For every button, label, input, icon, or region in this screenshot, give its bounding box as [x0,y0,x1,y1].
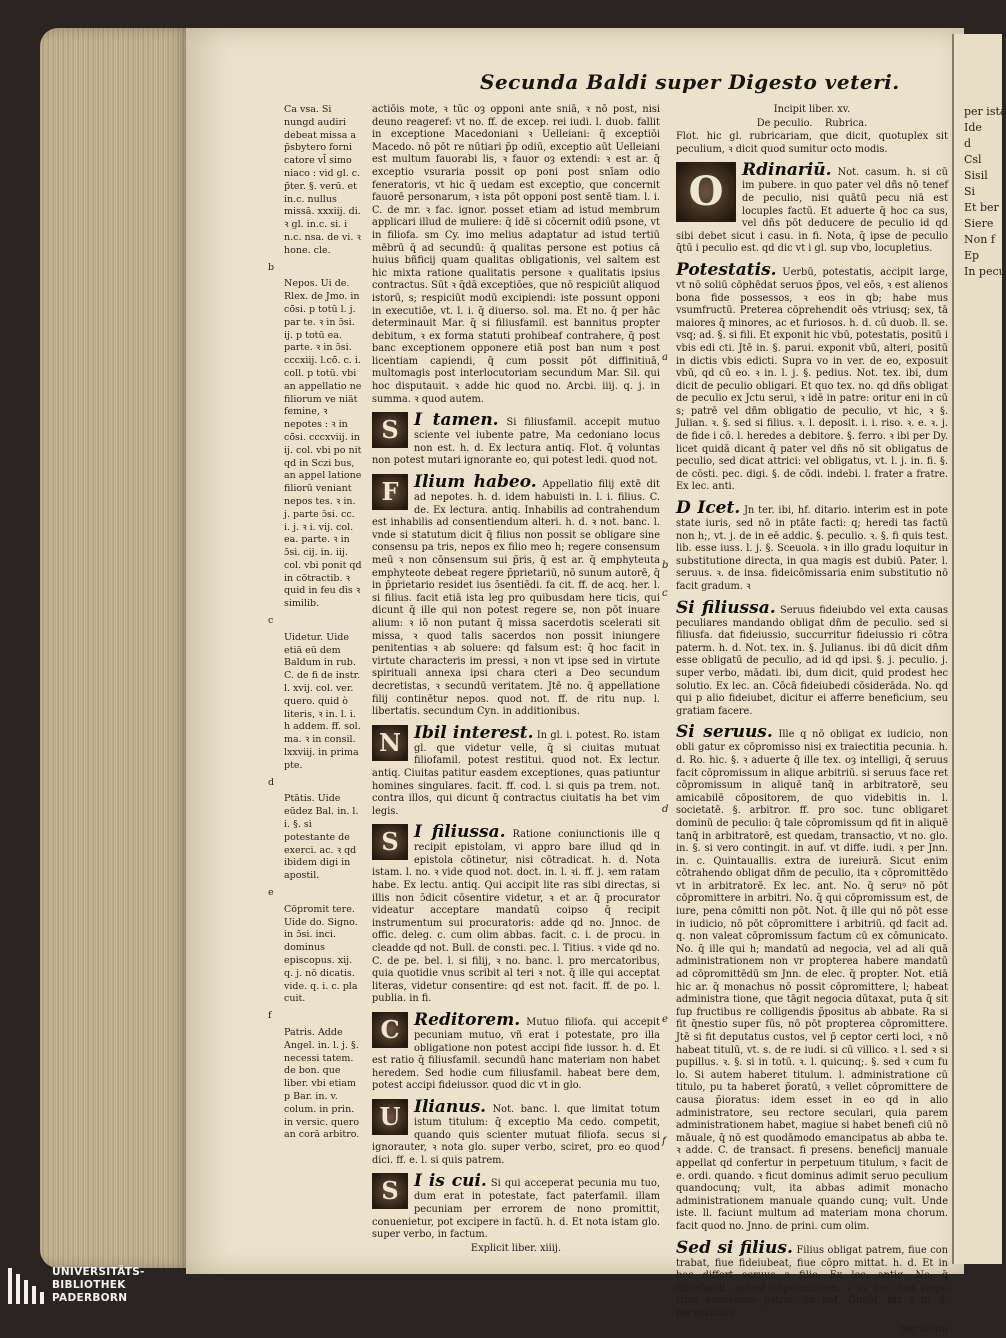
next-page-fragments: per ista Ide d Csl Sisil Si Et ber Siere Non f Ep In pecu [964,105,1006,278]
margin-note: Ca vsa. Si nungd audiri debeat missa a p̄sbytero forni catore vl̄ simo niaco : vid gl. c. p̄ter. §. verū. et in.c. nullus missā. xxxiij. di. ꝛ gl. in.c. si. i n.c. nsa. de vi. ꝛ hone. cle. [284,104,361,256]
library-name: UNIVERSITÄTS- BIBLIOTHEK PADERBORN [52,1266,145,1304]
margin-letter: f [662,1136,666,1147]
section-heading: De peculio. Rubrica. [756,117,868,129]
commentary-section [372,822,660,1006]
commentary-section [372,410,660,468]
column-left-intro: actiōis mote, ꝛ tūc oȝ opponi ante sniā, ꝛ nō post, nisi deuno reageref: vt no. ff. de excep. rei iudi. l. duob. fallit in exceptione Macedoniani ꝛ Uelleiani: q̄ exceptiōi Macedo. nō pōt re nūtiari p̄p odiū, exceptio aūt Uelleiani est multum fauorabi lis, ꝛ fauor oȝ extendi: ꝛ est ar. q̄ exceptio vsuraria possit op poni post snīam odio feneratoris, vt hic q̄ uedam est exceptio, que concernit fauorē personarum, ꝛ ista pōt opponi post sentē tiam. l. i. C. de mr. ꝛ fac. ignor. posset etiam ad istud membrum applicari illud de muliere: q̄ idē si cōcernit odiū psone, vt in filiofa. sm Cy. imo melius adaptatur ad istud tertiū mēbrū q̄ ad secundū: q̄ qualitas persone est potius cā huius bñficij quam qualitas obligationis, vel saltem est hic mixta ratione qualitatis persone ꝛ qualitatis ipsius contractus. Sūt ꝛ q̄dā exceptiōes, que nō respiciūt aliquod istorū, s; respiciūt modū excipiendi: iste possunt opponi in executiōe, vt. l. i. q̄ diuerso. sol. ma. Et no. q̄ per hāc determinauit Mar. q̄ si filiusfamil. est bannitus propter debitum, ꝛ ex forma statuti prohibeaf contrahere, q̄ post banc exceptionem opponere etiā post ban num ꝛ post licentiam capiendi, q̄ cum possit pōt diffinitiuā, multomagis post interlocutoriam secundum Mar. Sil. qui hoc disputauit. ꝛ adde hic quod no. Arcbi. iiij. q. j. in summa. ꝛ quod autem. [372,104,660,405]
library-mark-icon [8,1268,44,1304]
margin-letter: c [662,588,668,599]
column-right [676,104,948,1338]
explicit-line: Explicit liber. xiiij. [470,1242,562,1254]
rubric-note: Flot. hic gl. rubricariam, que dicit, quotuplex sit peculium, ꝛ dicit quod sumitur octo modis. [676,131,948,155]
margin-note: Uidetur. Uide etiā eū dem Baldum in rub. C. de fi de instr. l. xvij. col. ver. quero. quid ò literis, ꝛ in. l. i. h addem. ff. sol. ma. ꝛ in consil. lxxviij. in prima pte. [284,631,361,771]
margin-letter: d [662,804,669,815]
commentary-section [372,1010,660,1093]
section-text: Uerbū, potestatis, accipit large, vt nō soliū cōphēdat seruos p̄pos, vel eōs, ꝛ est alienos bona fide possessos, ꝛ eos in qb; habe mus vsumfructū. Preterea cōprehendit oēs vtriusq; sex, tā maiores q̄ minores, ac et furiosos. h. d. cū duob. ll. se. vsq; ad. §. si fili. Et exponit hic vbū, potestatis, positū i vbis edi cti. Jtē in. §. parui. exponit vbū, alteri, positū in dictis vbis edicti. Supra vo in ver. de eo, exposuit vbū, qd cū eo. ꝛ in. l. j. §. pedius. Not. tex. ibi, dum dicit de peculio obligari. Et quo tex. no. qd dñs obligat de peculio ex Jctu serui, ꝛ idē in patre: oritur eni in cū s; patrē vel dñm obligatio de peculio, vt hic, ꝛ §. Julian. ꝛ. §. sed si filius. ꝛ. l. deposit. i. i. riso. ꝛ. e. ꝛ. j. de fide i cō. l. heredes a debitore. §. ferro. ꝛ ibi per Dy. licet quidā dicant q̄ pater vel dñs nō sit obligatus de peculio, sed dicat attrici: vel obligatus, vt. l. j. in. fi. §. de cōsti. pec. digi. §. de cōdi. indebi. l. frater a fratre. Ex lec. anti. [676,266,948,493]
section-text: Ille q nō obligat ex iudicio, non obli gatur ex cōpromisso nisi ex traiectitia pecunia. h. d. Ro. hic. §. ꝛ aduerte q̄ ille tex. oȝ intelligi, q̄ seruus facit cōpromissum in alique arbitriū. si seruus face ret cōpromissum in aliquē tanq̄ in arbitratorē, seu amicabilē cōpositorem, de quo videbitis in. l. societatē. §. arbitror. ff. pro soc. tunc obligaret dominū de peculio: q̄ tale cōpromissum qd fit in aliquē tanq̄ in arbitratorē, est quedam, transactio, vt no. glo. in. §. si vero contingit. in auf. vt diffe. iudi. ꝛ per Jnn. in. c. Quintauallis. extra de iureiurā. Sicut enim cōtrahendo obligat dñm de peculio, ita ꝛ cōpromittēdo vt in arbitratorē. Ex lec. ant. No. q̄ seruꝰ nō pōt cōpromittere in arbitri. No. q̄ qui cōpromissum est, de iure, pena cōmitti non pōt. Not. q̄ ille qui nō pōt esse in iudicio, nō pōt cōpromittere i arbitriū. qd facit ad. q. non valeat cōpromissum factum cū ex cōmunicato. No. q̄ ille qui h; mandatū ad negocia, vel ad ali quā administrationem non vr propterea habere mandatū ad cōpromittēdū sm Jnn. de elec. q̄ propter. Not. etiā hic ar. q̄ monachus nō possit cōpromittere, l; habeat administra tione, que tāgit negocia dūtaxat, puta q̄ sit fup fructibus re colligendis p̄positus ab abbate. Ra si fit q̄nestio super fūs, nō pōt propterea cōpromittere. Jtē si fit deputatus custos, vel p̄ ceptor certi loci, ꝛ nō habeat titulū, vt. s. de re iudi. si cū villico. ꝛ l. sed ꝛ si pupillus. ꝛ. §. si in totū. ꝛ. l. quicunq;. §. sed ꝛ cum fu lo. Si autem haberet titulum. l. administratione cū titulo, pu ta haberet p̄oratū, ꝛ vellet cōpromittere de causa p̄ioratus: idem esset in eo qd in alio administratore, seu rectore seculari, quia parem administrationem habet, magiue si habet benefi ciū nō māuale, q̄ nō est quodāmodo emancipatus ab abba te. ꝛ adde. C. de transact. fi presens. beneficij manuale appellat qd confertur in perpetuum titulum, ꝛ facit de e. ordi. quando. ꝛ ficut dominus adimit seruo peculium quandocunq; vult, ita abbas adimit monacho administrationem manuale quando cunq; vult. Unde iste. ll. faciunt multum ad materiam mona chorum. facit quod no. Jnno. de prini. cum olim. [676,729,948,1232]
margin-notes [268,104,362,1142]
margin-note: b [268,261,275,273]
commentary-section [372,1097,660,1167]
margin-note: Nepos. Ui de. Rlex. de Jmo. in cō̄si. p totū l. j. par te. ꝛ in ɔ̄si. ij. p totū ea. parte. ꝛ in ɔ̄si. cccxiij. l.cō̄. c. i. coll. p totū. vbi an appellatio ne filiorum ve niāt femine, ꝛ nepotes : ꝛ in cō̄si. cccxviij. in ij. col. vbi po nit qd in Sczi bus, an appel latione filiorū veniant nepos tes. ꝛ in. j. parte ɔ̄si. cc. i. j. ꝛ i. vij. col. ea. parte. ꝛ in ɔ̄si. cij. in. iij. col. vbi ponit qd in cōtractib. ꝛ quid in feu dis ꝛ similib. [284,278,362,610]
lemma: Potestatis. [676,259,777,280]
margin-letter: a [662,352,668,363]
lemma: Reditorem. [414,1010,521,1030]
margin-note: e [268,887,274,899]
commentary-section [372,472,660,719]
lemma: D Icet. [676,498,741,519]
decorated-initial: S [372,824,408,860]
lemma: Ibil interest. [414,722,534,743]
library-logo [8,1264,188,1308]
lemma: Rdinariū. [742,160,832,181]
section-text: Appellatio filij extē dit ad nepotes. h. d. idem habuisti in. l. i. filius. C. de. Ex lectura. antiq. Inhabilis ad contrahendum est inhabilis ad consentiendum alteri. h. d. ꝛ not. banc. l. vnde si statutum dicit q̄ filius non possit se obligare sine consensu pa tris, nepos ex filio meo h; regere consensum meū ꝛ non cōnsensum sui p̄ris, q̄ est ar. q̄ emphyteuta emphyteote debeat regere p̄prietariū, nō sunum autorē, q̄ in p̄prietario residet ius ɔ̄sentiēdi. fa cit. ff. de acq. her. l. si filius. facit etiā ista leg pro quibusdam here ticis, qui dicunt q̄ ille qui non potest regere se, non pōt inuare alium: ꝛ iō non putant q̄ missa sacerdotis scelerati sit missa, ꝛ quod talis sacerdos non possit iniungere penitentias ꝛ ab soluere: qd falsum est: q̄ hoc facit in virtute characteris im pressi, ꝛ non vt ipse sed in virtute spirituali annexa ipsi chara cteri a Deo secundum decretistas, ꝛ secundū veritatem. Jtē no. q̄ appellatione filij continētur nepos. quod not. ff. de ritu nup. l. libertatis. secundum Cyn. in additionibus. [372,479,660,718]
lemma: I is cui. [414,1171,487,1192]
lemma: I filiussa. [414,822,506,843]
section-text: Filius obligat patrem, fiue con trabat, fiue fideiubeat, fiue cōpro mittat. h. d. Et in boc differt seruus a filio. Ex lec. antiq. No. q̄ filiusfamil. potest cōpromittere, ꝛ in boc non requi ritur consensus patris, ita not. Guliel. bic ꝛ in. §. necessitatis. [676,1244,948,1319]
section-text: In gl. i. potest. Ro. istam gl. que videtur velle, q̄ si ciuitas mutuat filiofamil. potest restitui. quod not. Ex lectur. antiq. Ciuitas patitur easdem exceptiones, quas patiuntur homines singulares. facit. ff. cod. l. si quis pa trem. not. contra illos, qui dicunt q̄ contractus ciuitatis ha bet vim legis. [372,729,660,817]
commentary-section [676,1324,948,1337]
lemma: Sed si filius. [676,1237,793,1258]
lemma: I tamen. [414,410,499,431]
margin-letter: b [662,560,669,571]
margin-note: Patris. Adde Angel. in. l. j. §. necessi tatem. de bon. que liber. vbi etiam p Bar. in. v. colum. in prin. in versic. quero an corā arbitro. [284,1026,360,1141]
section-text: Jn ter. ibi, hf. ditario. interim est in pote state iuris, sed nō in ptāte facti: q; heredi tas factū non h;, vt. j. de in eē addic. §. peculio. ꝛ. §. fi quis test. lib. esse iuss. l. j. §. Sceuola. ꝛ in illo gradu loquitur in substitutione directa, in qua magis est dubiū. Pater. l. seruus. ꝛ. de insa. fideicōmissaria enim substitutio nō facit gradum. ꝛ [676,505,948,592]
section-text: Seruus fideiubdo vel exta causas peculiares mandando obligat dñm de peculio. sed si filiusfa. dat fideiussio, succurritur fideiussio ri cōtra paterm. h. d. Not. tex. in. §. Julianus. ibi dū dicit dñm esse obligatū de peculio, ad id qd ipsi. §. j. peculio. j. super verbo, mādati. ibi, dum dicit, quid prodest hec solutio. Ex lec. an. Cōcā fideiubedi cōsiderāda. No. qd qui p alio fideiubet, dicitur ei afferre beneficium, seu gratiam facere. [676,604,948,717]
column-left [372,104,660,1256]
commentary-section [372,1171,660,1241]
section-text: Not. banc. l. que limitat totum istum titulum: q̄ exceptio Ma cedo. competit, quando quis scienter mutuat filiofa. secus si ignorauter, ꝛ nota glo. super verbo, sciret, pro eo quod dici. ff. e. l. si quis patrem. [372,1103,660,1166]
margin-note: f [268,1010,272,1022]
decorated-initial: F [372,474,408,510]
running-head: Secunda Baldi super Digesto veteri. [480,70,900,94]
book-edge [40,28,188,1268]
decorated-initial: S [372,412,408,448]
margin-note: c [268,615,274,627]
commentary-section [372,723,660,819]
commentary-section [676,598,948,719]
margin-letter: e [662,1014,668,1025]
section-text: Si filiusfamil. accepit mutuo sciente vel iubente patre, Ma cedoniano locus non est. h. d. Ex lectura antiq. Flot. q̄ voluntas non potest mutari ignorante eo, qui potest ledi. quod not. [372,417,660,467]
incipit-line: Incipit liber. xv. [773,104,851,115]
next-page-edge [952,34,1006,1264]
decorated-initial: C [372,1012,408,1048]
margin-note: Ptātis. Uide eūdez Bal. in. l. i. §. si potestante de exerci. ac. ꝛ qd ibidem digi in apostil. [284,793,359,882]
lemma: Ilianus. [414,1096,487,1117]
lemma: Si seruus. [676,722,773,743]
section-text: Not. casum. h. si cū im pubere. in quo pater vel dñs nō tenef de peculio, nisi quātū pecu niā est locuples factū. Et aduerte q̄ hoc ca sus, vel dñs pōt deducere de peculio id qd sibi debet sicut i casu. in fi. Nota, q̄ ipse de peculio q̄tū i peculio est. qd dic vt i gl. sup vbo, locupletius. [676,167,948,255]
section-text: per istum [900,1324,948,1336]
commentary-section [676,722,948,1233]
commentary-section [676,260,948,494]
section-text: Ratione coniunctionis ille q recipit epistolam, vi appro bare illud qd in epistola cōtinetur, nisi cōtradicat. h. d. Nota istam. l. no. ꝛ vide quod not. doct. in. l. ꝛi. ff. j. ꝛem ratam habe. Ex lectu. antiq. Qui accipit lite ras sibi directas, si illis non ɔ̄dicit cōsentire videtur, ꝛ et ar. q̄ procurator videatur acceptare mandatū coipso q̄ recipit instrumentum sui procuratoris: adde qd no. Jnnoc. de offic. deleg. c. cum olim abbas. facit. c. i. de procu. in cleadde qd not. Bull. de consti. pec. l. Titius. ꝛ vide qd no. C. de pe. bel. l. si filij, ꝛ no. banc. l. pro mercatoribus, quia quotidie vnus scribit al teri ꝛ not. q̄ ille qui acceptat literas, videtur consentire: qd est not. facit. ff. de po. l. publia. in fi. [372,829,660,1005]
decorated-initial: S [372,1173,408,1209]
section-text: Mutuo filiofa. qui accepit pecuniam mutuo, vñ erat i potestate, pro illa obligatione non potest accipi fide iussor. h. d. Et est ratio q̄ filiusfamil. secundū hanc materiam non habet heredem. Sed hodie cum filiusfamil. habeat bere dem, potest accipi fideiussor. quod dic vt in glo. [372,1017,660,1092]
margin-note: d [268,776,275,788]
decorated-initial: N [372,725,408,761]
margin-note: Cōpromit tere. Uide do. Signo. in ɔ̄si. inci. dominus episcopus. xij. q. j. nō dicatis. vide. q. i. c. pla cuit. [284,903,358,1005]
lemma: Si filiussa. [676,597,776,618]
commentary-section [676,1238,948,1321]
commentary-section [676,160,948,256]
commentary-section [676,498,948,594]
decorated-initial: O [676,162,736,222]
lemma: Ilium habeo. [414,472,537,493]
section-text: Si qui acceperat pecunia mu tuo, dum erat in potestate, fact paterfamil. illam pecuniam per errorem de nono promittit, conuenietur, pot excipere in factū. h. d. Et nota istam glo. super verbo, in factum. [372,1178,660,1241]
decorated-initial: U [372,1099,408,1135]
